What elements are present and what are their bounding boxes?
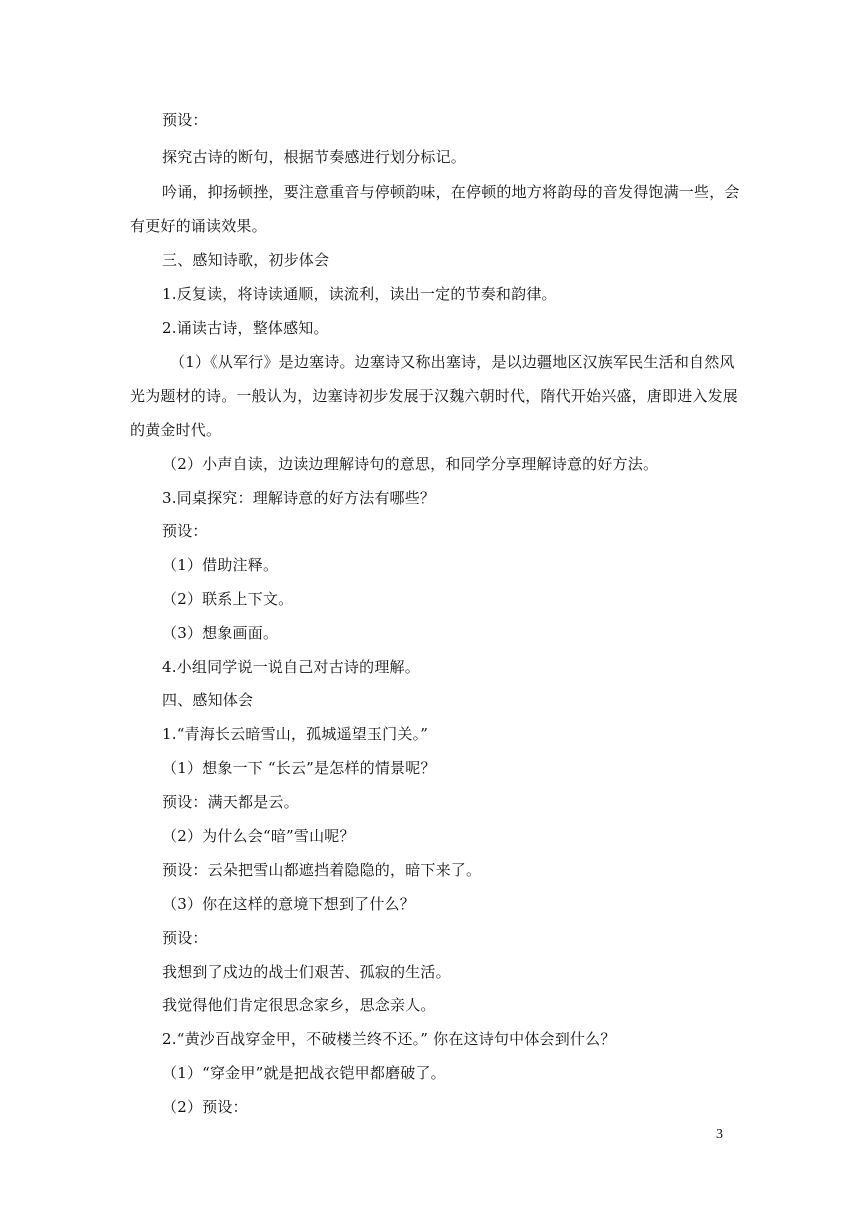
text-line: 4.小组同学说一说自己对古诗的理解。 bbox=[162, 658, 420, 676]
text-line: 2.诵读古诗，整体感知。 bbox=[162, 319, 329, 337]
text-line: 光为题材的诗。一般认为，边塞诗初步发展于汉魏六朝时代，隋代开始兴盛，唐即进入发展 bbox=[130, 387, 739, 405]
text-line: （1）借助注释。 bbox=[162, 556, 279, 574]
text-line: （3）你在这样的意境下想到了什么？ bbox=[162, 895, 415, 913]
text-line: 2.“黄沙百战穿金甲，不破楼兰终不还。” 你在这诗句中体会到什么？ bbox=[162, 1030, 616, 1048]
text-line: 吟诵，抑扬顿挫，要注意重音与停顿韵味，在停顿的地方将韵母的音发得饱满一些，会 bbox=[162, 183, 740, 201]
text-line: （2）预设： bbox=[162, 1098, 248, 1116]
text-line: （1）“穿金甲”就是把战衣铠甲都磨破了。 bbox=[162, 1064, 446, 1082]
text-line: 预设： bbox=[162, 929, 208, 947]
text-line: （1）《从军行》是边塞诗。边塞诗又称出塞诗，是以边疆地区汉族军民生活和自然风 bbox=[170, 353, 735, 371]
text-line: 1.“青海长云暗雪山，孤城遥望玉门关。” bbox=[162, 725, 429, 743]
text-line: 预设：满天都是云。 bbox=[162, 793, 299, 811]
text-line: （1）想象一下 “长云”是怎样的情景呢？ bbox=[162, 759, 436, 777]
text-line: （2）小声自读，边读边理解诗句的意思，和同学分享理解诗意的好方法。 bbox=[162, 455, 659, 473]
text-line: 预设： bbox=[162, 522, 208, 540]
section-heading: 四、感知体会 bbox=[162, 691, 254, 709]
text-line: 预设： bbox=[162, 111, 208, 129]
text-line: 3.同桌探究：理解诗意的好方法有哪些？ bbox=[162, 489, 436, 507]
text-line: 的黄金时代。 bbox=[130, 421, 222, 439]
text-line: 我想到了戍边的战士们艰苦、孤寂的生活。 bbox=[162, 963, 451, 981]
text-line: （3）想象画面。 bbox=[162, 624, 279, 642]
page-number: 3 bbox=[716, 1127, 723, 1142]
section-heading: 三、感知诗歌，初步体会 bbox=[162, 251, 330, 269]
text-line: 有更好的诵读效果。 bbox=[130, 217, 267, 235]
text-line: 1.反复读，将诗读通顺，读流利，读出一定的节奏和韵律。 bbox=[162, 285, 557, 303]
text-line: （2）联系上下文。 bbox=[162, 590, 294, 608]
text-line: 我觉得他们肯定很思念家乡，思念亲人。 bbox=[162, 996, 436, 1014]
text-line: （2）为什么会“暗”雪山呢？ bbox=[162, 827, 355, 845]
text-line: 预设：云朵把雪山都遮挡着隐隐的，暗下来了。 bbox=[162, 861, 482, 879]
text-line: 探究古诗的断句，根据节奏感进行划分标记。 bbox=[162, 148, 467, 166]
